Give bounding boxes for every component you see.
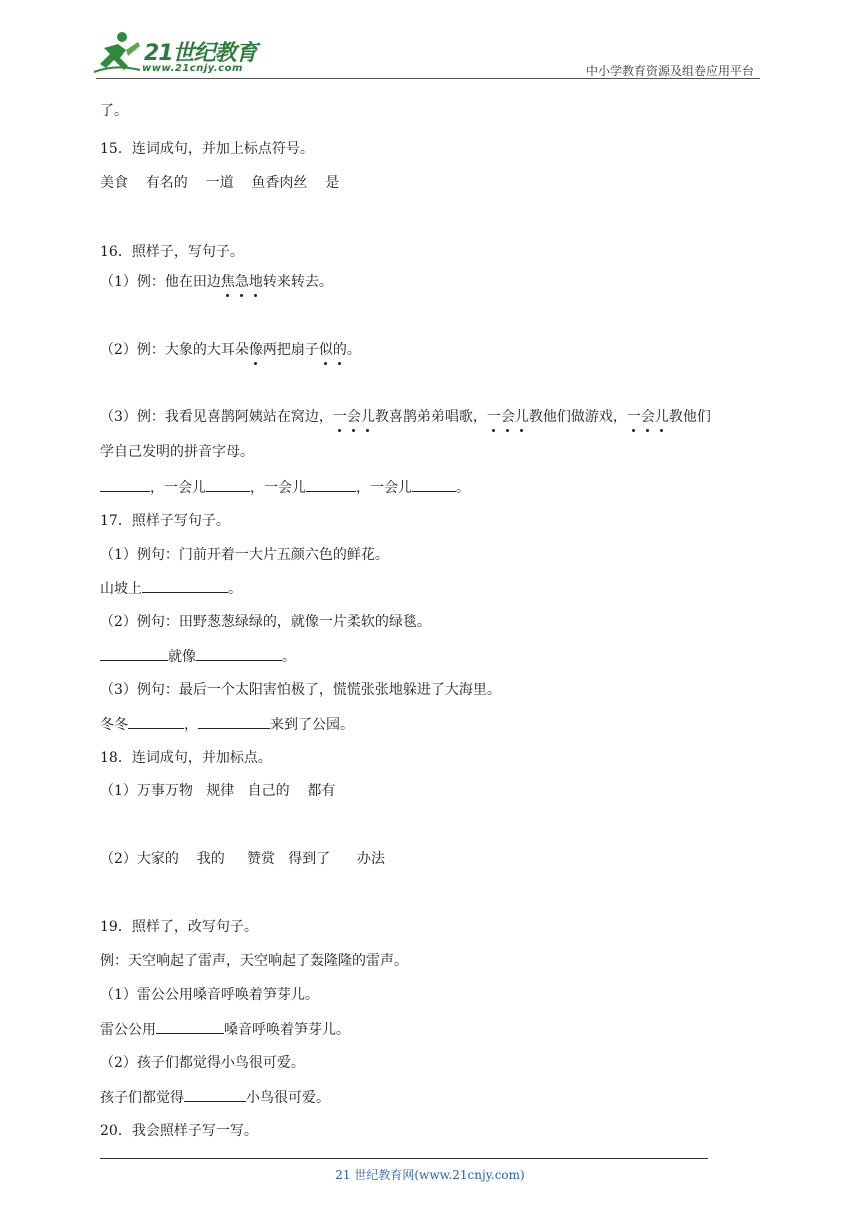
question-19-1: （1）雷公公用嗓音呼唤着笋芽儿。 bbox=[100, 987, 319, 1003]
question-15-words: 美食 有名的 一道 鱼香肉丝 是 bbox=[100, 175, 340, 191]
question-17-2-fill bbox=[100, 646, 296, 667]
question-18-title: 18．连词成句，并加标点。 bbox=[100, 750, 272, 766]
dotted-char: 儿 bbox=[654, 409, 669, 425]
question-16-title: 16．照样子，写句子。 bbox=[100, 244, 244, 260]
text-segment: 两把扇子 bbox=[262, 342, 319, 358]
dotted-char: 似 bbox=[318, 342, 333, 358]
question-16-3-line2: 学自己发明的拼音字母。 bbox=[100, 444, 254, 460]
answer-blank[interactable] bbox=[196, 646, 282, 661]
answer-blank[interactable] bbox=[206, 477, 250, 492]
question-16-fill bbox=[100, 477, 470, 498]
site-logo bbox=[92, 30, 262, 80]
answer-blank[interactable] bbox=[306, 477, 356, 492]
dotted-char: 一 bbox=[486, 409, 501, 425]
footer-divider bbox=[100, 1158, 708, 1159]
text-segment: （2）例：大象的大耳朵 bbox=[100, 342, 249, 358]
text-segment: 转来转去。 bbox=[262, 274, 333, 290]
question-18-1: （1）万事万物 规律 自己的 都有 bbox=[100, 783, 336, 799]
logo-url: www.21cnjy.com bbox=[142, 63, 243, 74]
text-segment: 山坡上 bbox=[100, 581, 142, 597]
text-segment: 小鸟很可爱。 bbox=[246, 1090, 330, 1106]
text-segment: 。 bbox=[346, 342, 361, 358]
answer-blank[interactable] bbox=[100, 646, 168, 661]
dotted-char: 会 bbox=[500, 409, 515, 425]
text-segment: 。 bbox=[228, 581, 242, 597]
question-19-title: 19．照样了，改写句子。 bbox=[100, 919, 258, 935]
dotted-char: 儿 bbox=[514, 409, 529, 425]
answer-blank[interactable] bbox=[198, 714, 270, 729]
text-segment: 就像 bbox=[168, 649, 196, 665]
text-segment: 教他们 bbox=[668, 409, 711, 425]
question-16-1 bbox=[100, 272, 333, 292]
dotted-char: 儿 bbox=[360, 409, 375, 425]
page-header bbox=[0, 0, 860, 80]
text-segment: 雷公公用 bbox=[100, 1022, 156, 1038]
answer-blank[interactable] bbox=[184, 1087, 246, 1102]
dotted-char: 一 bbox=[332, 409, 347, 425]
text-segment: 教他们做游戏， bbox=[528, 409, 627, 425]
text-segment: 教喜鹊弟弟唱歌， bbox=[374, 409, 487, 425]
question-16-3 bbox=[100, 407, 711, 427]
dotted-emphasis bbox=[249, 342, 263, 358]
text-line: 了。 bbox=[100, 103, 128, 119]
question-19-1-fill bbox=[100, 1019, 350, 1040]
footer-link[interactable]: 21 世纪教育网(www.21cnjy.com) bbox=[335, 1168, 525, 1182]
text-segment: ， bbox=[184, 717, 198, 733]
runner-logo-icon bbox=[92, 30, 142, 76]
text-segment: ，一会儿 bbox=[250, 480, 306, 496]
question-17-3-fill bbox=[100, 714, 354, 735]
question-19-2-fill bbox=[100, 1087, 330, 1108]
question-16-2 bbox=[100, 340, 361, 360]
dotted-char: 一 bbox=[626, 409, 641, 425]
dotted-char: 的 bbox=[332, 342, 347, 358]
text-segment: （1）例：他在田边 bbox=[100, 274, 221, 290]
dotted-emphasis bbox=[627, 409, 669, 425]
logo-brand: 21世纪教育 bbox=[144, 41, 257, 66]
dotted-char: 急 bbox=[234, 274, 249, 290]
question-19-2: （2）孩子们都觉得小鸟很可爱。 bbox=[100, 1055, 305, 1071]
text-segment: 孩子们都觉得 bbox=[100, 1090, 184, 1106]
dotted-emphasis bbox=[333, 409, 375, 425]
dotted-char: 焦 bbox=[220, 274, 235, 290]
question-19-example: 例：天空响起了雷声，天空响起了轰隆隆的雷声。 bbox=[100, 953, 408, 969]
question-17-2: （2）例句：田野葱葱绿绿的，就像一片柔软的绿毯。 bbox=[100, 614, 431, 630]
question-20-title: 20．我会照样子写一写。 bbox=[100, 1123, 258, 1139]
dotted-emphasis bbox=[487, 409, 529, 425]
text-segment: 。 bbox=[282, 649, 296, 665]
text-segment: （3）例：我看见喜鹊阿姨站在窝边， bbox=[100, 409, 333, 425]
dotted-emphasis bbox=[319, 342, 347, 358]
dotted-char: 地 bbox=[248, 274, 263, 290]
text-segment: 嗓音呼唤着笋芽儿。 bbox=[224, 1022, 350, 1038]
platform-title: 中小学教育资源及组卷应用平台 bbox=[585, 64, 754, 78]
question-17-1-fill bbox=[100, 578, 242, 599]
question-17-1: （1）例句：门前开着一大片五颜六色的鲜花。 bbox=[100, 547, 389, 563]
text-segment: 。 bbox=[456, 480, 470, 496]
text-segment: 来到了公园。 bbox=[270, 717, 354, 733]
answer-blank[interactable] bbox=[100, 477, 150, 492]
question-17-title: 17．照样子写句子。 bbox=[100, 513, 230, 529]
answer-blank[interactable] bbox=[128, 714, 184, 729]
question-18-2: （2）大家的 我的 赞赏 得到了 办法 bbox=[100, 851, 386, 867]
text-segment: 冬冬 bbox=[100, 717, 128, 733]
answer-blank[interactable] bbox=[142, 578, 228, 593]
dotted-emphasis bbox=[221, 274, 263, 290]
dotted-char: 像 bbox=[248, 342, 263, 358]
text-segment: ，一会儿 bbox=[356, 480, 412, 496]
question-15-title: 15．连词成句，并加上标点符号。 bbox=[100, 141, 314, 157]
dotted-char: 会 bbox=[640, 409, 655, 425]
answer-blank[interactable] bbox=[156, 1019, 224, 1034]
header-divider bbox=[96, 78, 760, 79]
dotted-char: 会 bbox=[346, 409, 361, 425]
question-17-3: （3）例句：最后一个太阳害怕极了，慌慌张张地躲进了大海里。 bbox=[100, 682, 501, 698]
text-segment: ，一会儿 bbox=[150, 480, 206, 496]
answer-blank[interactable] bbox=[412, 477, 456, 492]
